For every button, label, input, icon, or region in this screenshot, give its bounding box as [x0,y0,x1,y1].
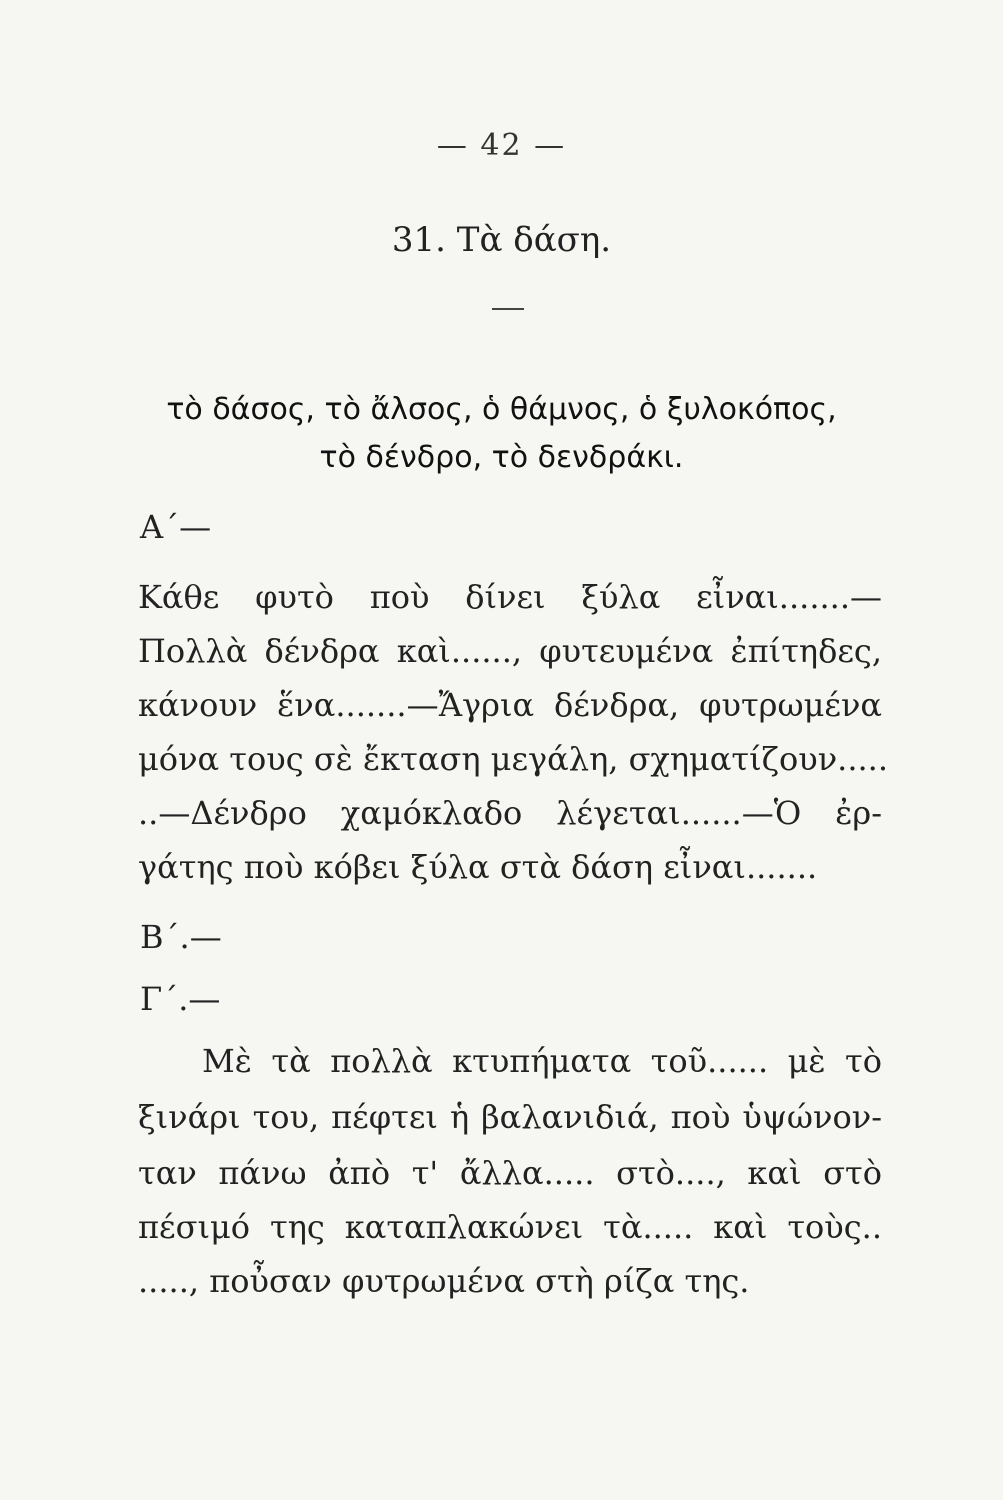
exercise-line: πέσιμό της καταπλακώνει τὰ..... καὶ τοὺς.. [138,1208,882,1246]
exercise-line: Πολλὰ δένδρα καὶ......, φυτευμένα ἐπίτηδες, [138,632,882,670]
exercise-line: ταν πάνω ἀπὸ τ' ἄλλα..... στὸ...., καὶ στὸ [138,1154,882,1192]
exercise-line: Κάθε φυτὸ ποὺ δίνει ξύλα εἶναι.......— [138,578,882,616]
section-title: 31. Τὰ δάση. [391,220,612,260]
part-a-label: Α΄— [140,508,212,546]
vocabulary-line: τὸ δάσος, τὸ ἄλσος, ὁ θάμνος, ὁ ξυλοκόπος, [166,392,837,427]
exercise-line: ..—Δένδρο χαμόκλαδο λέγεται......—Ὁ ἐρ- [138,794,882,832]
exercise-line: μόνα τους σὲ ἔκταση μεγάλη, σχηματίζουν..... [138,740,889,778]
exercise-line: ξινάρι του, πέφτει ἡ βαλανιδιά, ποὺ ὑψώνον- [138,1098,882,1136]
exercise-line: κάνουν ἕνα.......—Ἄγρια δένδρα, φυτρωμένα [138,686,882,724]
title-divider [492,308,524,310]
vocabulary-line: τὸ δένδρο, τὸ δενδράκι. [319,440,684,475]
exercise-line: γάτης ποὺ κόβει ξύλα στὰ δάση εἶναι....... [138,848,818,886]
exercise-line: ....., ποὖσαν φυτρωμένα στὴ ρίζα της. [138,1262,750,1300]
page-number: — 42 — [436,128,567,163]
part-g-label: Γ΄.— [140,980,221,1018]
exercise-line: Μὲ τὰ πολλὰ κτυπήματα τοῦ...... μὲ τὸ [202,1042,882,1080]
part-b-label: Β΄.— [140,918,222,956]
